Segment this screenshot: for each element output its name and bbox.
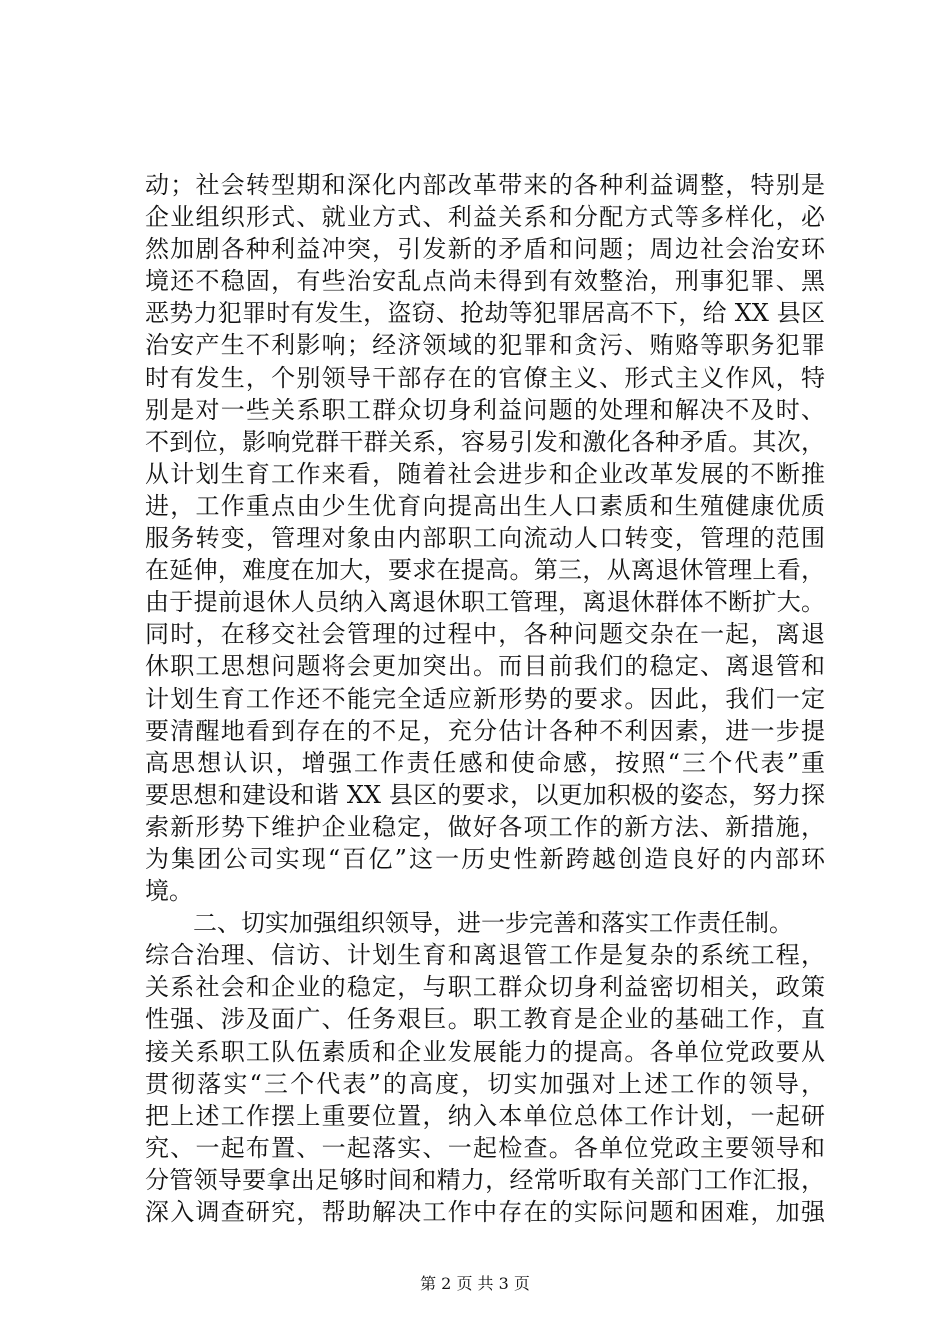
text-line: 分管领导要拿出足够时间和精力，经常听取有关部门工作汇报， [145,1165,825,1194]
section-heading-line: 二、切实加强组织领导，进一步完善和落实工作责任制。 [193,909,793,938]
text-line: 服务转变，管理对象由内部职工向流动人口转变，管理的范围 [145,524,825,553]
text-line: 治安产生不利影响；经济领域的犯罪和贪污、贿赂等职务犯罪 [145,331,825,360]
text-line: 贯彻落实“三个代表”的高度，切实加强对上述工作的领导， [145,1069,825,1098]
text-line: 性强、涉及面广、任务艰巨。职工教育是企业的基础工作，直 [145,1005,825,1034]
document-body [145,169,825,1228]
text-line: 究、一起布置、一起落实、一起检查。各单位党政主要领导和 [145,1133,825,1162]
text-line: 从计划生育工作来看，随着社会进步和企业改革发展的不断推 [145,459,825,488]
text-line: 休职工思想问题将会更加突出。而目前我们的稳定、离退管和 [145,652,825,681]
text-line: 要思想和建设和谐 XX 县区的要求，以更加积极的姿态，努力探 [145,780,825,809]
text-line: 别是对一些关系职工群众切身利益问题的处理和解决不及时、 [145,395,825,424]
text-line: 计划生育工作还不能完全适应新形势的要求。因此，我们一定 [145,684,825,713]
text-line: 由于提前退休人员纳入离退休职工管理，离退休群体不断扩大。 [145,588,825,617]
text-line: 深入调查研究，帮助解决工作中存在的实际问题和困难，加强 [145,1198,825,1226]
text-line: 把上述工作摆上重要位置，纳入本单位总体工作计划，一起研 [145,1101,825,1130]
text-line: 接关系职工队伍素质和企业发展能力的提高。各单位党政要从 [145,1037,825,1066]
text-line: 高思想认识，增强工作责任感和使命感，按照“三个代表”重 [145,748,825,777]
page-number-footer: 第 2 页 共 3 页 [420,1274,530,1293]
text-line: 在延伸，难度在加大，要求在提高。第三，从离退休管理上看， [145,556,825,585]
text-line: 时有发生，个别领导干部存在的官僚主义、形式主义作风，特 [145,363,825,392]
text-line: 动；社会转型期和深化内部改革带来的各种利益调整，特别是 [145,171,825,199]
text-line: 关系社会和企业的稳定，与职工群众切身利益密切相关，政策 [145,973,825,1002]
paragraph-2 [145,907,825,1228]
text-line: 索新形势下维护企业稳定，做好各项工作的新方法、新措施， [145,812,825,841]
text-line: 要清醒地看到存在的不足，充分估计各种不利因素，进一步提 [145,716,825,745]
text-line: 为集团公司实现“百亿”这一历史性新跨越创造良好的内部环 [145,844,825,873]
text-line: 同时，在移交社会管理的过程中，各种问题交杂在一起，离退 [145,620,825,649]
text-line: 恶势力犯罪时有发生，盗窃、抢劫等犯罪居高不下，给 XX 县区 [145,299,825,328]
paragraph-1 [145,169,825,907]
text-line: 进，工作重点由少生优育向提高出生人口素质和生殖健康优质 [145,491,825,520]
text-line: 企业组织形式、就业方式、利益关系和分配方式等多样化，必 [145,203,825,232]
text-line: 综合治理、信访、计划生育和离退管工作是复杂的系统工程， [145,941,825,970]
text-line: 境。 [145,877,193,906]
text-line: 不到位，影响党群干群关系，容易引发和激化各种矛盾。其次， [145,427,825,456]
text-line: 境还不稳固，有些治安乱点尚未得到有效整治，刑事犯罪、黑 [145,267,825,296]
text-line: 然加剧各种利益冲突，引发新的矛盾和问题；周边社会治安环 [145,235,825,264]
